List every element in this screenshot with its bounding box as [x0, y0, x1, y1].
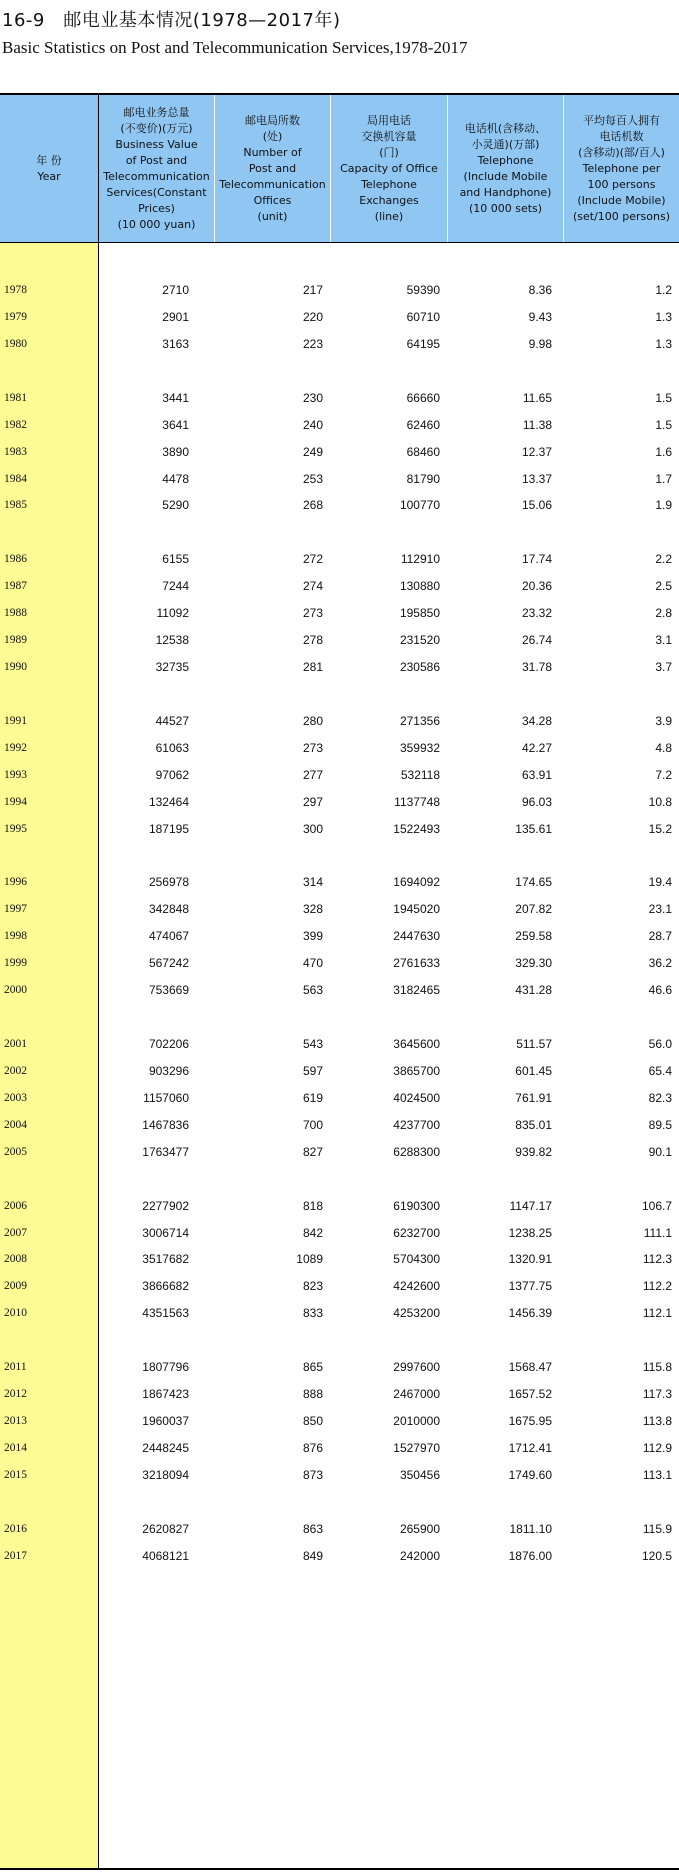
cell-year: 1980 — [4, 337, 27, 350]
cell-business-value: 11092 — [156, 606, 189, 621]
cell-year: 2002 — [4, 1064, 27, 1077]
header-rule — [0, 242, 679, 243]
cell-telephones: 1675.95 — [508, 1414, 552, 1429]
cell-business-value: 1763477 — [142, 1144, 189, 1159]
cell-telephone-per-100: 117.3 — [642, 1387, 672, 1402]
cell-telephones: 329.30 — [515, 956, 552, 971]
cell-telephones: 1749.60 — [508, 1467, 552, 1482]
cell-business-value: 5290 — [162, 498, 189, 513]
cell-post-offices: 470 — [302, 956, 323, 971]
cell-business-value: 44527 — [155, 713, 189, 728]
cell-post-offices: 280 — [302, 713, 323, 728]
cell-telephone-per-100: 1.7 — [655, 471, 672, 486]
cell-business-value: 1807796 — [142, 1360, 189, 1375]
cell-business-value: 1157060 — [143, 1090, 189, 1105]
cell-telephone-per-100: 115.9 — [642, 1521, 672, 1536]
cell-telephone-per-100: 112.9 — [642, 1440, 672, 1455]
table-row — [0, 388, 679, 408]
cell-year: 1987 — [4, 580, 27, 593]
table-row — [0, 926, 679, 946]
cell-exchange-capacity: 532118 — [400, 767, 440, 782]
cell-exchange-capacity: 81790 — [406, 471, 440, 486]
cell-post-offices: 873 — [302, 1467, 323, 1482]
cell-business-value: 1867423 — [142, 1387, 189, 1402]
cell-year: 1990 — [4, 661, 27, 674]
cell-year: 1994 — [4, 795, 27, 808]
cell-post-offices: 818 — [302, 1198, 323, 1213]
cell-business-value: 61063 — [155, 740, 189, 755]
cell-exchange-capacity: 130880 — [399, 579, 440, 594]
cell-year: 1996 — [4, 876, 27, 889]
cell-exchange-capacity: 68460 — [406, 444, 440, 459]
cell-post-offices: 865 — [302, 1360, 323, 1375]
cell-telephones: 13.37 — [521, 471, 552, 486]
cell-telephone-per-100: 2.5 — [655, 579, 672, 594]
cell-business-value: 256978 — [148, 875, 189, 890]
cell-telephone-per-100: 120.5 — [641, 1548, 672, 1563]
cell-business-value: 2901 — [162, 309, 189, 324]
cell-exchange-capacity: 3182465 — [393, 983, 440, 998]
cell-exchange-capacity: 2761633 — [393, 956, 440, 971]
cell-year: 2004 — [4, 1118, 27, 1131]
cell-telephone-per-100: 28.7 — [648, 929, 672, 944]
table-row — [0, 469, 679, 489]
cell-year: 2011 — [4, 1361, 27, 1374]
cell-telephones: 20.36 — [521, 579, 552, 594]
table-row — [0, 1088, 679, 1108]
cell-business-value: 903296 — [148, 1063, 189, 1078]
cell-exchange-capacity: 6232700 — [393, 1225, 440, 1240]
cell-post-offices: 217 — [302, 283, 323, 297]
cell-year: 1998 — [4, 930, 27, 943]
cell-telephones: 207.82 — [515, 902, 552, 917]
cell-telephone-per-100: 19.4 — [648, 875, 672, 890]
cell-year: 2008 — [4, 1253, 27, 1266]
cell-post-offices: 700 — [302, 1117, 323, 1132]
cell-telephone-per-100: 4.8 — [655, 740, 672, 755]
table-row — [0, 1411, 679, 1431]
cell-business-value: 4351563 — [142, 1306, 189, 1321]
cell-telephone-per-100: 7.2 — [655, 767, 672, 782]
cell-year: 2007 — [4, 1226, 27, 1239]
cell-post-offices: 223 — [302, 336, 323, 351]
cell-exchange-capacity: 230586 — [399, 660, 440, 675]
cell-telephones: 63.91 — [521, 767, 552, 782]
cell-telephone-per-100: 3.9 — [655, 713, 672, 728]
cell-telephones: 11.38 — [522, 417, 552, 432]
cell-post-offices: 272 — [302, 552, 323, 567]
cell-exchange-capacity: 3645600 — [393, 1037, 440, 1052]
table-row — [0, 872, 679, 892]
cell-post-offices: 277 — [302, 767, 323, 782]
cell-telephone-per-100: 1.3 — [655, 309, 672, 324]
cell-telephones: 939.82 — [515, 1144, 552, 1159]
table-row — [0, 1249, 679, 1269]
cell-post-offices: 823 — [302, 1279, 323, 1294]
cell-telephone-per-100: 113.8 — [642, 1414, 672, 1429]
cell-exchange-capacity: 6190300 — [393, 1198, 440, 1213]
table-row — [0, 953, 679, 973]
cell-telephone-per-100: 113.1 — [642, 1467, 672, 1482]
table-row — [0, 1061, 679, 1081]
cell-telephones: 17.74 — [521, 552, 552, 567]
cell-telephones: 1876.00 — [508, 1548, 552, 1563]
cell-telephones: 96.03 — [521, 794, 552, 809]
table-row — [0, 603, 679, 623]
cell-exchange-capacity: 60710 — [406, 309, 440, 324]
cell-telephones: 1712.41 — [508, 1440, 552, 1455]
header-telephone-per-100: 平均每百人拥有 电话机数 (含移动)(部/百人) Telephone per 100 persons (Include Mobile) (set/100 persons) — [564, 95, 679, 242]
cell-business-value: 342848 — [148, 902, 189, 917]
cell-telephones: 11.65 — [522, 390, 552, 405]
cell-business-value: 3866682 — [142, 1279, 189, 1294]
table-row — [0, 819, 679, 839]
cell-business-value: 3441 — [162, 390, 189, 405]
cell-telephone-per-100: 2.8 — [655, 606, 672, 621]
cell-business-value: 3163 — [162, 336, 189, 351]
cell-telephones: 835.01 — [515, 1117, 552, 1132]
cell-telephone-per-100: 2.2 — [655, 552, 672, 567]
table-row — [0, 307, 679, 327]
cell-post-offices: 281 — [302, 660, 323, 675]
cell-post-offices: 863 — [302, 1521, 323, 1536]
cell-exchange-capacity: 1694092 — [393, 875, 440, 890]
cell-year: 1992 — [4, 741, 27, 754]
cell-telephones: 135.61 — [515, 821, 552, 836]
cell-exchange-capacity: 1522493 — [393, 821, 440, 836]
cell-telephones: 1238.25 — [508, 1225, 552, 1240]
cell-post-offices: 328 — [302, 902, 323, 917]
cell-year: 1997 — [4, 903, 27, 916]
cell-business-value: 2277902 — [142, 1198, 189, 1213]
cell-exchange-capacity: 359932 — [399, 740, 440, 755]
cell-telephones: 12.37 — [521, 444, 552, 459]
cell-exchange-capacity: 231520 — [399, 633, 440, 648]
cell-business-value: 567242 — [148, 956, 189, 971]
cell-telephone-per-100: 82.3 — [648, 1090, 672, 1105]
cell-telephones: 1147.17 — [509, 1198, 552, 1213]
table-row — [0, 1223, 679, 1243]
cell-year: 2009 — [4, 1280, 27, 1293]
cell-exchange-capacity: 4237700 — [393, 1117, 440, 1132]
cell-telephone-per-100: 112.3 — [642, 1252, 672, 1267]
cell-telephones: 31.78 — [521, 660, 552, 675]
cell-exchange-capacity: 62460 — [406, 417, 440, 432]
table-row — [0, 738, 679, 758]
cell-telephones: 42.27 — [521, 740, 552, 755]
cell-telephone-per-100: 15.2 — [648, 821, 672, 836]
cell-telephones: 1377.75 — [508, 1279, 552, 1294]
table-row — [0, 657, 679, 677]
cell-telephones: 174.65 — [515, 875, 552, 890]
table-row — [0, 711, 679, 731]
cell-telephone-per-100: 10.8 — [648, 794, 672, 809]
cell-year: 2006 — [4, 1199, 27, 1212]
cell-telephone-per-100: 111.1 — [643, 1225, 672, 1240]
cell-post-offices: 888 — [302, 1387, 323, 1402]
cell-telephone-per-100: 106.7 — [641, 1198, 672, 1213]
table-row — [0, 549, 679, 569]
cell-year: 1979 — [4, 310, 27, 323]
cell-year: 2017 — [4, 1549, 27, 1562]
header-exchange-capacity: 局用电话 交换机容量 (门) Capacity of Office Telephone Exchanges (line) — [331, 95, 448, 242]
cell-business-value: 3218094 — [142, 1467, 189, 1482]
cell-year: 2000 — [4, 984, 27, 997]
cell-business-value: 4478 — [162, 471, 189, 486]
table-row — [0, 1465, 679, 1485]
cell-year: 1995 — [4, 822, 27, 835]
cell-year: 2013 — [4, 1415, 27, 1428]
table-row — [0, 1357, 679, 1377]
cell-year: 1989 — [4, 634, 27, 647]
cell-telephones: 34.28 — [521, 713, 552, 728]
table-row — [0, 334, 679, 354]
cell-exchange-capacity: 1945020 — [393, 902, 440, 917]
table-row — [0, 280, 679, 300]
table-header — [0, 95, 679, 242]
table-row — [0, 1546, 679, 1566]
cell-exchange-capacity: 4024500 — [393, 1090, 440, 1105]
cell-post-offices: 876 — [302, 1440, 323, 1455]
table-row — [0, 1142, 679, 1162]
cell-exchange-capacity: 242000 — [399, 1548, 440, 1563]
cell-post-offices: 297 — [302, 794, 323, 809]
cell-telephones: 601.45 — [515, 1063, 552, 1078]
cell-business-value: 1467836 — [142, 1117, 189, 1132]
cell-telephone-per-100: 23.1 — [648, 902, 672, 917]
cell-telephones: 1811.10 — [509, 1521, 552, 1536]
cell-year: 1984 — [4, 472, 27, 485]
cell-year: 1986 — [4, 553, 27, 566]
cell-year: 1985 — [4, 499, 27, 512]
header-year: 年 份 Year — [0, 95, 99, 242]
cell-business-value: 2620827 — [142, 1521, 189, 1536]
cell-year: 2005 — [4, 1145, 27, 1158]
table-row — [0, 1196, 679, 1216]
header-post-offices: 邮电局所数 (处) Number of Post and Telecommunication Offices (unit) — [215, 95, 331, 242]
cell-telephone-per-100: 3.1 — [655, 633, 672, 648]
cell-year: 2016 — [4, 1522, 27, 1535]
cell-business-value: 3641 — [162, 417, 189, 432]
cell-telephones: 431.28 — [515, 983, 552, 998]
table-row — [0, 980, 679, 1000]
cell-post-offices: 563 — [302, 983, 323, 998]
cell-year: 2012 — [4, 1388, 27, 1401]
cell-exchange-capacity: 2997600 — [393, 1360, 440, 1375]
cell-exchange-capacity: 2010000 — [393, 1414, 440, 1429]
cell-year: 2015 — [4, 1468, 27, 1481]
table-row — [0, 792, 679, 812]
cell-exchange-capacity: 112910 — [400, 552, 440, 567]
cell-year: 2014 — [4, 1441, 27, 1454]
cell-business-value: 132464 — [148, 794, 189, 809]
table-row — [0, 1303, 679, 1323]
cell-telephones: 259.58 — [515, 929, 552, 944]
cell-exchange-capacity: 5704300 — [393, 1252, 440, 1267]
cell-telephone-per-100: 1.3 — [655, 336, 672, 351]
cell-business-value: 753669 — [148, 983, 189, 998]
cell-telephone-per-100: 36.2 — [648, 956, 672, 971]
cell-year: 1988 — [4, 607, 27, 620]
cell-exchange-capacity: 1527970 — [393, 1440, 440, 1455]
cell-business-value: 3890 — [162, 444, 189, 459]
table-title-english: Basic Statistics on Post and Telecommunication Services,1978-2017 — [2, 38, 468, 57]
table-row — [0, 1438, 679, 1458]
table-row — [0, 495, 679, 515]
cell-post-offices: 827 — [302, 1144, 323, 1159]
cell-telephone-per-100: 89.5 — [648, 1117, 672, 1132]
cell-year: 2003 — [4, 1091, 27, 1104]
table-row — [0, 415, 679, 435]
cell-telephones: 511.57 — [516, 1037, 552, 1052]
cell-telephones: 26.74 — [521, 633, 552, 648]
cell-telephone-per-100: 1.6 — [655, 444, 672, 459]
cell-exchange-capacity: 3865700 — [393, 1063, 440, 1078]
cell-telephone-per-100: 1.2 — [655, 283, 672, 297]
cell-year: 1978 — [4, 284, 27, 296]
cell-post-offices: 833 — [302, 1306, 323, 1321]
cell-exchange-capacity: 4253200 — [393, 1306, 440, 1321]
cell-telephone-per-100: 3.7 — [655, 660, 672, 675]
cell-telephones: 23.32 — [521, 606, 552, 621]
cell-telephones: 1320.91 — [508, 1252, 552, 1267]
cell-post-offices: 273 — [302, 606, 323, 621]
cell-telephone-per-100: 46.6 — [648, 983, 672, 998]
cell-telephone-per-100: 1.9 — [655, 498, 672, 513]
cell-business-value: 12538 — [155, 633, 189, 648]
cell-business-value: 6155 — [162, 552, 189, 567]
cell-year: 1981 — [4, 391, 27, 404]
header-business-value: 邮电业务总量 (不变价)(万元) Business Value of Post and Telecommunication Services(Constant Prices) (10 000 yuan) — [99, 95, 215, 242]
cell-exchange-capacity: 350456 — [399, 1467, 440, 1482]
table-row — [0, 765, 679, 785]
cell-telephone-per-100: 115.8 — [642, 1360, 672, 1375]
cell-post-offices: 543 — [302, 1037, 323, 1052]
cell-telephone-per-100: 65.4 — [648, 1063, 672, 1078]
cell-year: 1982 — [4, 418, 27, 431]
cell-post-offices: 220 — [302, 309, 323, 324]
cell-telephones: 1568.47 — [508, 1360, 552, 1375]
cell-year: 1983 — [4, 445, 27, 458]
cell-exchange-capacity: 1137748 — [394, 794, 440, 809]
cell-exchange-capacity: 6288300 — [393, 1144, 440, 1159]
cell-telephone-per-100: 1.5 — [655, 417, 672, 432]
cell-year: 1999 — [4, 957, 27, 970]
cell-post-offices: 268 — [302, 498, 323, 513]
cell-telephone-per-100: 90.1 — [648, 1144, 672, 1159]
cell-post-offices: 597 — [302, 1063, 323, 1078]
cell-business-value: 1960037 — [142, 1414, 189, 1429]
cell-exchange-capacity: 100770 — [399, 498, 440, 513]
cell-telephones: 8.36 — [528, 283, 552, 297]
table-row — [0, 1519, 679, 1539]
cell-post-offices: 300 — [302, 821, 323, 836]
table-row — [0, 442, 679, 462]
table-row — [0, 630, 679, 650]
cell-year: 2001 — [4, 1038, 27, 1051]
table-row — [0, 1276, 679, 1296]
cell-exchange-capacity: 265900 — [399, 1521, 440, 1536]
cell-post-offices: 240 — [302, 417, 323, 432]
cell-post-offices: 849 — [302, 1548, 323, 1563]
cell-exchange-capacity: 195850 — [399, 606, 440, 621]
cell-business-value: 2710 — [162, 283, 189, 297]
cell-business-value: 3517682 — [142, 1252, 189, 1267]
cell-telephones: 1657.52 — [508, 1387, 552, 1402]
cell-post-offices: 230 — [302, 390, 323, 405]
cell-telephones: 9.43 — [528, 309, 552, 324]
cell-exchange-capacity: 271356 — [399, 713, 440, 728]
cell-post-offices: 842 — [302, 1225, 323, 1240]
cell-business-value: 474067 — [148, 929, 189, 944]
cell-business-value: 2448245 — [142, 1440, 189, 1455]
cell-year: 1993 — [4, 768, 27, 781]
cell-telephone-per-100: 1.5 — [655, 390, 672, 405]
cell-telephones: 15.06 — [521, 498, 552, 513]
cell-post-offices: 278 — [302, 633, 323, 648]
cell-post-offices: 253 — [302, 471, 323, 486]
cell-business-value: 32735 — [155, 660, 189, 675]
cell-telephone-per-100: 112.1 — [642, 1306, 672, 1321]
table-row — [0, 1115, 679, 1135]
table-title-chinese: 16-9 邮电业基本情况(1978—2017年) — [2, 10, 341, 31]
cell-post-offices: 850 — [302, 1414, 323, 1429]
cell-business-value: 7244 — [162, 579, 189, 594]
header-telephones: 电话机(含移动、 小灵通)(万部) Telephone (Include Mobile and Handphone) (10 000 sets) — [448, 95, 564, 242]
cell-business-value: 702206 — [148, 1037, 189, 1052]
table-row — [0, 576, 679, 596]
cell-exchange-capacity: 4242600 — [393, 1279, 440, 1294]
cell-post-offices: 399 — [302, 929, 323, 944]
cell-telephone-per-100: 112.2 — [642, 1279, 672, 1294]
cell-telephone-per-100: 56.0 — [648, 1037, 672, 1052]
table-row — [0, 1034, 679, 1054]
cell-post-offices: 249 — [302, 444, 323, 459]
table-row — [0, 899, 679, 919]
cell-post-offices: 274 — [302, 579, 323, 594]
cell-telephones: 1456.39 — [508, 1306, 552, 1321]
cell-exchange-capacity: 66660 — [406, 390, 440, 405]
cell-post-offices: 314 — [302, 875, 323, 890]
cell-exchange-capacity: 2447630 — [393, 929, 440, 944]
table-row — [0, 1384, 679, 1404]
cell-exchange-capacity: 64195 — [406, 336, 440, 351]
cell-business-value: 4068121 — [142, 1548, 189, 1563]
cell-exchange-capacity: 2467000 — [393, 1387, 440, 1402]
cell-exchange-capacity: 59390 — [406, 283, 440, 297]
cell-post-offices: 273 — [302, 740, 323, 755]
cell-business-value: 187195 — [148, 821, 189, 836]
cell-year: 2010 — [4, 1307, 27, 1320]
bottom-rule — [0, 1868, 679, 1870]
cell-year: 1991 — [4, 714, 27, 727]
cell-post-offices: 619 — [302, 1090, 323, 1105]
cell-telephones: 761.91 — [515, 1090, 552, 1105]
cell-business-value: 3006714 — [142, 1225, 189, 1240]
cell-telephones: 9.98 — [528, 336, 552, 351]
cell-post-offices: 1089 — [296, 1252, 323, 1267]
cell-business-value: 97062 — [155, 767, 189, 782]
